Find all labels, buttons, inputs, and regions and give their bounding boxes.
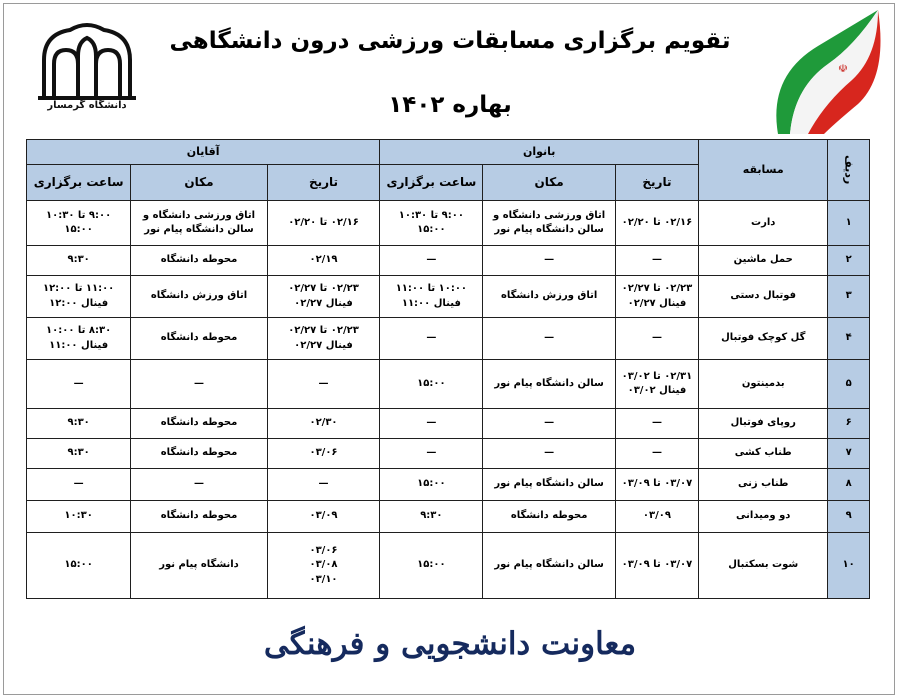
women-date: ۰۲/۱۶ تا ۰۲/۲۰ (615, 201, 698, 246)
header-men-time: ساعت برگزاری (27, 165, 131, 201)
women-time: — (380, 409, 483, 439)
men-place: اتاق ورزش دانشگاه (131, 276, 267, 318)
men-time: — (27, 469, 131, 501)
competition-name: فوتبال دستی (699, 276, 828, 318)
men-time: — (27, 360, 131, 409)
men-place: محوطه دانشگاه (131, 409, 267, 439)
men-place: محوطه دانشگاه (131, 318, 267, 360)
women-time: ۱۵:۰۰ (380, 469, 483, 501)
competition-name: طناب کشی (699, 439, 828, 469)
competition-name: شوت بسکتبال (699, 533, 828, 599)
men-place: — (131, 469, 267, 501)
header-women-place: مکان (483, 165, 615, 201)
men-date: ۰۲/۱۹ (267, 246, 380, 276)
women-place: سالن دانشگاه پیام نور (483, 360, 615, 409)
footer-title: معاونت دانشجویی و فرهنگی (263, 626, 637, 662)
competition-name: طناب زنی (699, 469, 828, 501)
table-row (27, 360, 870, 409)
women-time: ۹:۳۰ (380, 501, 483, 533)
women-time: ۱۰:۰۰ تا ۱۱:۰۰ فینال ۱۱:۰۰ (380, 276, 483, 318)
header-men-date: تاریخ (267, 165, 380, 201)
men-date: ۰۳/۰۹ (267, 501, 380, 533)
women-date: ۰۳/۰۷ تا ۰۳/۰۹ (615, 533, 698, 599)
table-row (27, 201, 870, 246)
table-row (27, 533, 870, 599)
table-row (27, 276, 870, 318)
men-time: ۱۱:۰۰ تا ۱۲:۰۰ فینال ۱۲:۰۰ (27, 276, 131, 318)
men-place: محوطه دانشگاه (131, 246, 267, 276)
row-number: ۱ (828, 201, 870, 246)
header-women-date: تاریخ (615, 165, 698, 201)
men-time: ۹:۳۰ (27, 439, 131, 469)
row-number: ۵ (828, 360, 870, 409)
women-time: ۹:۰۰ تا ۱۰:۳۰ ۱۵:۰۰ (380, 201, 483, 246)
competition-name: بدمینتون (699, 360, 828, 409)
page-title: تقویم برگزاری مسابقات ورزشی درون دانشگاهی (169, 28, 731, 54)
men-date: ۰۳/۰۶ (267, 439, 380, 469)
women-place: — (483, 409, 615, 439)
competition-name: گل کوچک فوتبال (699, 318, 828, 360)
men-time: ۱۰:۳۰ (27, 501, 131, 533)
men-time: ۹:۳۰ (27, 409, 131, 439)
men-date: ۰۲/۱۶ تا ۰۲/۲۰ (267, 201, 380, 246)
women-place: محوطه دانشگاه (483, 501, 615, 533)
women-place: اتاق ورزشی دانشگاه و سالن دانشگاه پیام نور (483, 201, 615, 246)
women-place: اتاق ورزش دانشگاه (483, 276, 615, 318)
competition-name: دارت (699, 201, 828, 246)
women-time: ۱۵:۰۰ (380, 360, 483, 409)
header-row-number: ردیف (828, 140, 870, 201)
row-number: ۳ (828, 276, 870, 318)
table-row (27, 318, 870, 360)
competition-name: دو ومیدانی (699, 501, 828, 533)
men-place: اتاق ورزشی دانشگاه و سالن دانشگاه پیام نور (131, 201, 267, 246)
men-date: ۰۲/۲۳ تا ۰۲/۲۷ فینال ۰۲/۲۷ (267, 276, 380, 318)
men-place: دانشگاه پیام نور (131, 533, 267, 599)
men-place: محوطه دانشگاه (131, 439, 267, 469)
iran-flag-ribbon (768, 6, 888, 134)
page-subtitle: بهاره ۱۴۰۲ (388, 92, 512, 118)
men-date: ۰۲/۳۰ (267, 409, 380, 439)
row-number: ۹ (828, 501, 870, 533)
table-row (27, 439, 870, 469)
schedule-table (26, 139, 870, 599)
header-men: آقایان (27, 140, 380, 165)
header-men-place: مکان (131, 165, 267, 201)
competition-name: حمل ماشین (699, 246, 828, 276)
table-row (27, 469, 870, 501)
men-date: — (267, 469, 380, 501)
row-number: ۶ (828, 409, 870, 439)
women-time: — (380, 246, 483, 276)
svg-text:☫: ☫ (838, 62, 848, 75)
table-row (27, 246, 870, 276)
competition-name: روپای فوتبال (699, 409, 828, 439)
table-row (27, 409, 870, 439)
row-number: ۸ (828, 469, 870, 501)
men-place: محوطه دانشگاه (131, 501, 267, 533)
women-date: — (615, 318, 698, 360)
women-date: — (615, 439, 698, 469)
header-women-time: ساعت برگزاری (380, 165, 483, 201)
header-competition: مسابقه (699, 140, 828, 201)
table-row (27, 501, 870, 533)
women-place: سالن دانشگاه پیام نور (483, 533, 615, 599)
row-number: ۱۰ (828, 533, 870, 599)
women-date: ۰۳/۰۷ تا ۰۳/۰۹ (615, 469, 698, 501)
logo-caption: دانشگاه گرمسار (47, 100, 127, 111)
women-time: ۱۵:۰۰ (380, 533, 483, 599)
women-place: — (483, 246, 615, 276)
men-time: ۹:۰۰ تا ۱۰:۳۰ ۱۵:۰۰ (27, 201, 131, 246)
women-time: — (380, 439, 483, 469)
row-number: ۲ (828, 246, 870, 276)
women-date: — (615, 246, 698, 276)
women-date: ۰۲/۳۱ تا ۰۳/۰۲ فینال ۰۳/۰۲ (615, 360, 698, 409)
women-date: ۰۳/۰۹ (615, 501, 698, 533)
men-date: — (267, 360, 380, 409)
men-time: ۱۵:۰۰ (27, 533, 131, 599)
women-place: سالن دانشگاه پیام نور (483, 469, 615, 501)
men-time: ۸:۳۰ تا ۱۰:۰۰ فینال ۱۱:۰۰ (27, 318, 131, 360)
row-number: ۷ (828, 439, 870, 469)
women-place: — (483, 318, 615, 360)
men-date: ۰۳/۰۶ ۰۳/۰۸ ۰۳/۱۰ (267, 533, 380, 599)
women-date: ۰۲/۲۳ تا ۰۲/۲۷ فینال ۰۲/۲۷ (615, 276, 698, 318)
women-date: — (615, 409, 698, 439)
men-place: — (131, 360, 267, 409)
row-number: ۴ (828, 318, 870, 360)
women-place: — (483, 439, 615, 469)
women-time: — (380, 318, 483, 360)
header-women: بانوان (380, 140, 699, 165)
men-date: ۰۲/۲۳ تا ۰۲/۲۷ فینال ۰۲/۲۷ (267, 318, 380, 360)
men-time: ۹:۳۰ (27, 246, 131, 276)
